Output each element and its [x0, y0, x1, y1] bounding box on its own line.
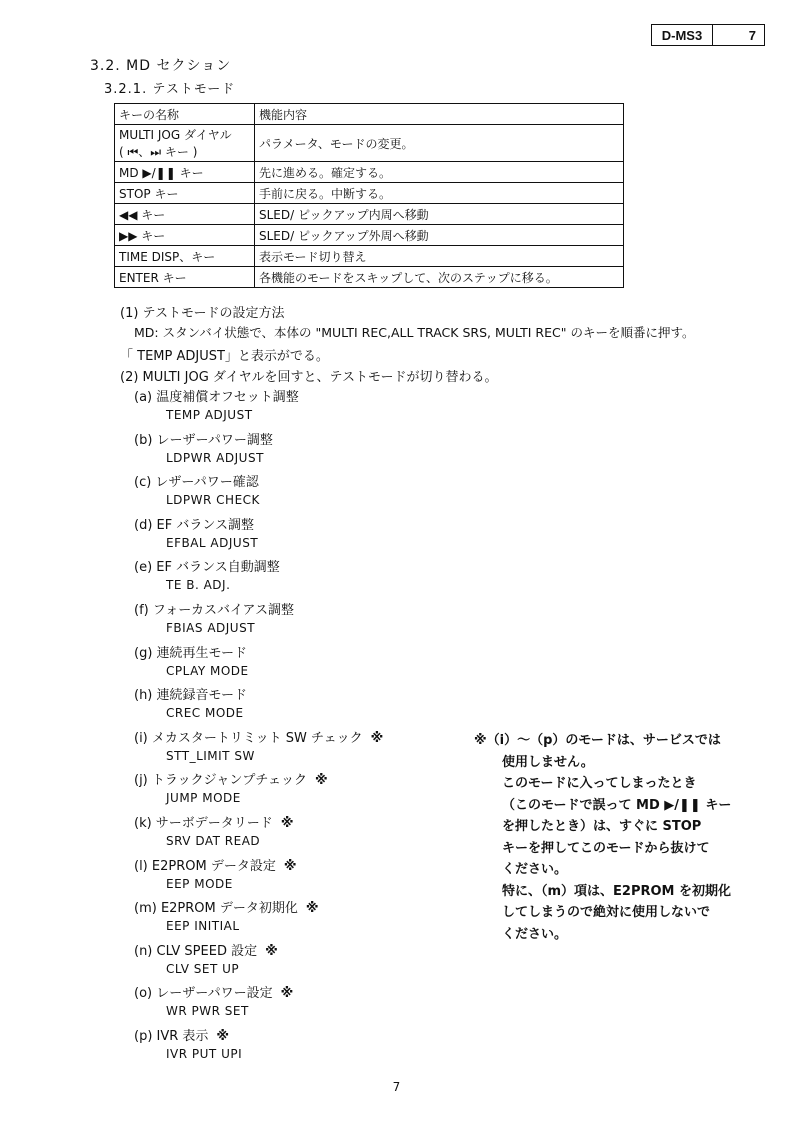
test-mode-name: (o) レーザーパワー設定	[134, 986, 273, 1002]
table-header-row	[115, 104, 624, 125]
setup-title: (1) テストモードの設定方法	[120, 306, 285, 321]
table-cell-key	[115, 125, 255, 162]
test-mode-label	[134, 642, 255, 661]
setup-line-2: 「 TEMP ADJUST」と表示がでる。	[120, 349, 329, 364]
test-mode-code: IVR PUT UPI	[166, 1047, 243, 1061]
section-title: 3.2. MD セクション	[90, 58, 232, 74]
header-page-number: 7	[748, 27, 756, 43]
test-mode-label	[134, 386, 307, 405]
test-mode-label	[134, 514, 262, 533]
test-mode-label	[134, 556, 288, 575]
table-cell-key: ▶▶ キー	[115, 225, 255, 246]
test-mode-code: TE B. ADJ.	[166, 578, 231, 593]
note-line: を押したとき）は、すぐに STOP	[502, 819, 702, 834]
table-cell-key: ENTER キー	[115, 267, 255, 288]
test-mode-label	[134, 940, 278, 959]
test-mode-label	[134, 982, 293, 1001]
test-mode-name: (p) IVR 表示	[134, 1029, 209, 1044]
table-cell-key: MD ▶/❚❚ キー	[115, 162, 255, 183]
test-mode-label	[134, 1025, 229, 1044]
service-note	[474, 730, 731, 945]
restricted-mark: ※	[280, 986, 294, 1002]
table-cell-function: SLED/ ピックアップ外周へ移動	[255, 225, 624, 246]
note-line: （このモードで誤って MD ▶/❚❚ キー	[502, 797, 732, 813]
test-mode-code: LDPWR ADJUST	[166, 450, 264, 465]
test-mode-code: LDPWR CHECK	[166, 493, 260, 508]
table-row	[115, 204, 624, 225]
table-cell-function: 手前に戻る。中断する。	[255, 183, 624, 204]
test-mode-code: STT_LIMIT SW	[166, 748, 255, 763]
table-cell-function: 表示モード切り替え	[255, 246, 624, 267]
restricted-mark: ※	[305, 901, 319, 917]
test-mode-name: (a) 温度補償オフセット調整	[134, 390, 299, 405]
note-line: ください。	[502, 926, 568, 942]
test-mode-code: JUMP MODE	[166, 791, 241, 806]
test-mode-label	[134, 855, 296, 874]
restricted-mark: ※	[370, 730, 384, 746]
note-line: ください。	[502, 862, 568, 877]
table-row	[115, 246, 624, 267]
test-mode-code: WR PWR SET	[166, 1004, 249, 1019]
test-mode-label	[134, 727, 383, 746]
table-row	[115, 267, 624, 288]
test-mode-code: SRV DAT READ	[166, 834, 261, 848]
restricted-mark: ※	[216, 1029, 230, 1044]
test-mode-code: FBIAS ADJUST	[166, 621, 256, 635]
test-mode-code: CPLAY MODE	[166, 663, 249, 678]
test-mode-label	[134, 599, 302, 618]
test-mode-label	[134, 769, 328, 788]
test-mode-code: EFBAL ADJUST	[166, 535, 259, 550]
test-mode-code: CREC MODE	[166, 706, 244, 721]
table-row	[115, 125, 624, 162]
test-mode-code: EEP MODE	[166, 876, 233, 891]
doc-id-box	[651, 24, 765, 46]
test-mode-name: (c) レザーパワー確認	[134, 475, 259, 491]
test-mode-label	[134, 812, 293, 831]
table-cell-key: TIME DISP、キー	[115, 246, 255, 267]
test-mode-label	[134, 429, 281, 448]
test-mode-name: (l) E2PROM データ設定	[134, 858, 276, 874]
setup-line-1: MD: スタンバイ状態で、本体の "MULTI REC,ALL TRACK SRS, MULTI REC" のキーを順番に押す。	[134, 325, 695, 340]
test-mode-name: (f) フォーカスバイアス調整	[134, 603, 295, 618]
test-mode-code: TEMP ADJUST	[166, 408, 253, 422]
note-line: このモードに入ってしまったとき	[502, 776, 697, 791]
test-mode-name: (e) EF バランス自動調整	[134, 560, 280, 576]
key-line: ( ⏮、⏭ キー )	[119, 145, 198, 159]
restricted-mark: ※	[283, 858, 297, 874]
setup-title-2: (2) MULTI JOG ダイヤルを回すと、テストモードが切り替わる。	[120, 370, 498, 385]
subsection-title: 3.2.1. テストモード	[104, 82, 236, 97]
note-line: 特に、（m）項は、E2PROM を初期化	[502, 883, 732, 899]
table-cell-function: 先に進める。確定する。	[255, 162, 624, 183]
test-mode-name: (k) サーボデータリード	[134, 816, 273, 831]
table-row	[115, 183, 624, 204]
test-mode-code: CLV SET UP	[166, 961, 240, 976]
table-cell-function: 各機能のモードをスキップして、次のステップに移る。	[255, 267, 624, 288]
test-mode-name: (d) EF バランス調整	[134, 517, 254, 533]
test-mode-name: (n) CLV SPEED 設定	[134, 943, 258, 959]
test-mode-name: (j) トラックジャンプチェック	[134, 773, 307, 789]
table-cell-function: SLED/ ピックアップ内周へ移動	[255, 204, 624, 225]
test-mode-name: (h) 連続録音モード	[134, 688, 247, 704]
note-line: キーを押してこのモードから抜けて	[502, 840, 710, 856]
model-number: D-MS3	[652, 25, 713, 45]
test-mode-code: EEP INITIAL	[166, 919, 240, 934]
test-mode-label	[134, 471, 267, 490]
page-number: 7	[392, 1080, 401, 1094]
test-mode-name: (i) メカスタートリミット SW チェック	[134, 730, 363, 746]
test-mode-label	[134, 684, 255, 703]
key-function-table	[114, 103, 624, 288]
note-line: してしまうので絶対に使用しないで	[502, 905, 711, 920]
test-mode-name: (g) 連続再生モード	[134, 645, 248, 661]
test-mode-name: (b) レーザーパワー調整	[134, 432, 273, 448]
restricted-mark: ※	[265, 943, 278, 959]
table-cell-function: パラメータ、モードの変更。	[255, 125, 624, 162]
table-cell-key: STOP キー	[115, 183, 255, 204]
test-mode-label	[134, 897, 319, 916]
note-line: 使用しません。	[502, 754, 594, 770]
key-line: MULTI JOG ダイヤル	[119, 128, 232, 142]
table-cell-key: ◀◀ キー	[115, 204, 255, 225]
table-header-key: キーの名称	[115, 104, 255, 125]
table-row	[115, 225, 624, 246]
restricted-mark: ※	[314, 773, 328, 789]
table-row	[115, 162, 624, 183]
test-mode-name: (m) E2PROM データ初期化	[134, 901, 298, 917]
restricted-mark: ※	[280, 816, 294, 831]
table-header-function: 機能内容	[255, 104, 624, 125]
note-line: ※（i）～（p）のモードは、サービスでは	[474, 733, 721, 748]
